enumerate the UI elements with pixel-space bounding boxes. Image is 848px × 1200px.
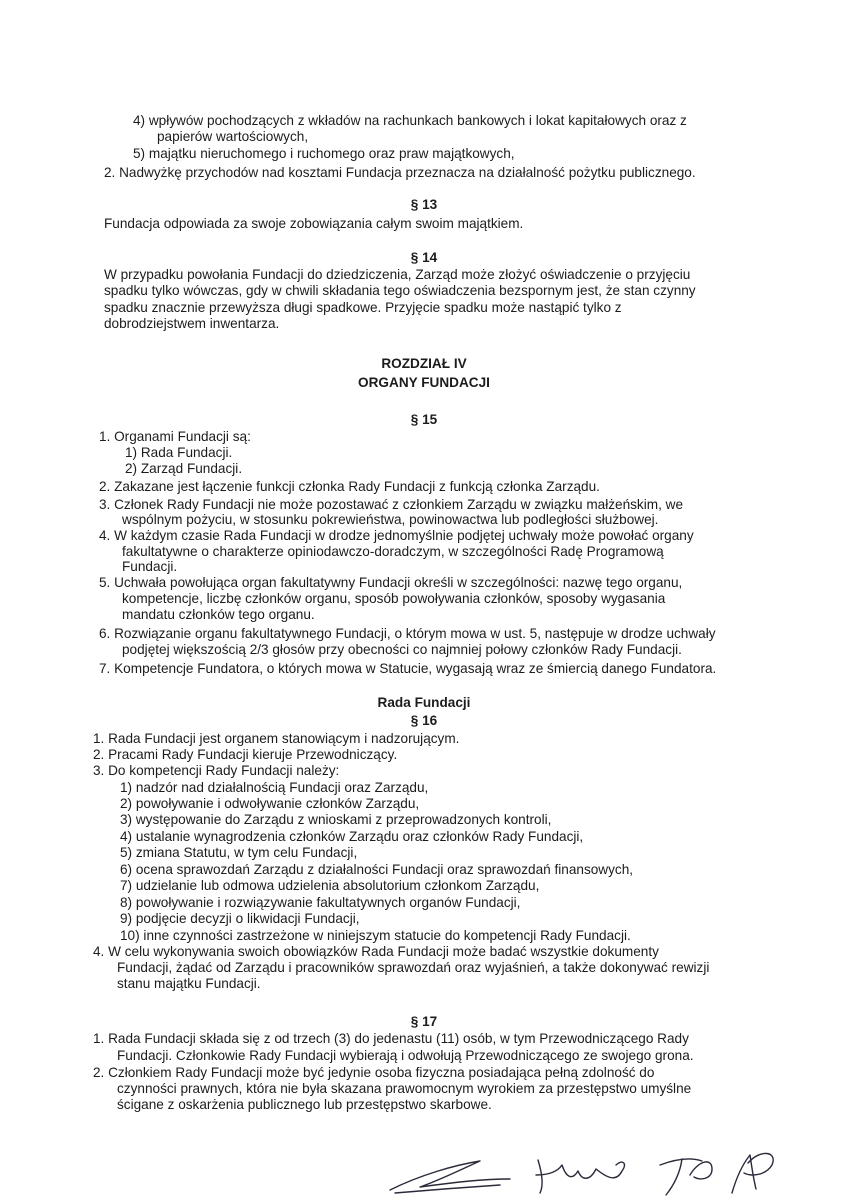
list-item: 4) wpływów pochodzących z wkładów na rachunkach bankowych i lokat kapitałowych oraz z xyxy=(133,113,687,128)
list-item: 1. Rada Fundacji jest organem stanowiącym i nadzorującym. xyxy=(93,731,460,746)
list-item: stanu majątku Fundacji. xyxy=(117,976,261,991)
list-item: 9) podjęcie decyzji o likwidacji Fundacji, xyxy=(120,911,360,926)
list-item: Fundacji, żądać od Zarządu i pracowników sprawozdań oraz wyjaśnień, a także dokonywać rewizji xyxy=(117,960,710,975)
list-item: 4. W celu wykonywania swoich obowiązków Rada Fundacji może badać wszystkie dokumenty xyxy=(93,944,659,959)
paragraph-line: spadku tylko wówczas, gdy w chwili składania tego oświadczenia bezspornym jest, że stan czynny xyxy=(104,283,696,298)
section-heading: § 15 xyxy=(410,412,438,427)
list-item: ścigane z oskarżenia publicznego lub przestępstwo skarbowe. xyxy=(117,1097,492,1112)
list-item: wspólnym pożyciu, w stosunku pokrewieństwa, powinowactwa lub podległości służbowej. xyxy=(122,512,659,527)
list-item: czynności prawnych, która nie była skazana prawomocnym wyrokiem za przestępstwo umyślne xyxy=(117,1081,692,1096)
section-heading: § 17 xyxy=(410,1014,438,1029)
list-item: kompetencje, liczbę członków organu, sposób powoływania członków, sposoby wygasania xyxy=(122,591,666,606)
list-item: 7) udzielanie lub odmowa udzielenia absolutorium członkom Zarządu, xyxy=(120,878,540,893)
section-heading: § 14 xyxy=(410,250,438,265)
list-item: 7. Kompetencje Fundatora, o których mowa w Statucie, wygasają wraz ze śmiercią danego Fundatora. xyxy=(99,661,717,676)
chapter-heading: ROZDZIAŁ IV xyxy=(381,356,467,371)
list-item: 8) powoływanie i rozwiązywanie fakultatywnych organów Fundacji, xyxy=(120,895,521,910)
list-item: 1. Rada Fundacji składa się z od trzech (3) do jedenastu (11) osób, w tym Przewodniczącego Rady xyxy=(93,1031,689,1046)
list-item: 1. Organami Fundacji są: xyxy=(99,429,251,444)
handwritten-signatures xyxy=(360,1135,800,1200)
section-heading: § 16 xyxy=(410,713,438,728)
subsection-heading: Rada Fundacji xyxy=(377,695,471,710)
list-item: 6) ocena sprawozdań Zarządu z działalności Fundacji oraz sprawozdań finansowych, xyxy=(120,862,634,877)
list-item: podjętej większością 2/3 głosów przy obecności co najmniej połowy członków Rady Fundacji. xyxy=(122,642,682,657)
list-item: 2. Zakazane jest łączenie funkcji członka Rady Fundacji z funkcją członka Zarządu. xyxy=(99,479,600,494)
list-item: 5) zmiana Statutu, w tym celu Fundacji, xyxy=(120,845,358,860)
list-item: 4) ustalanie wynagrodzenia członków Zarządu oraz członków Rady Fundacji, xyxy=(120,829,584,844)
paragraph-line: spadku znacznie przewyższa długi spadkowe. Przyjęcie spadku może nastąpić tylko z xyxy=(104,300,622,315)
list-item: 6. Rozwiązanie organu fakultatywnego Fundacji, o którym mowa w ust. 5, następuje w drodze uchwały xyxy=(99,626,716,641)
list-item: 3) występowanie do Zarządu z wnioskami z przeprowadzonych kontroli, xyxy=(120,812,552,827)
list-item: Fundacji. xyxy=(122,559,178,574)
list-item: 2. Nadwyżkę przychodów nad kosztami Fundacja przeznacza na działalność pożytku publicznego. xyxy=(104,165,696,180)
paragraph-line: Fundacja odpowiada za swoje zobowiązania całym swoim majątkiem. xyxy=(104,216,524,231)
list-item: fakultatywne o charakterze opiniodawczo-doradczym, w szczególności Radę Programową xyxy=(122,544,664,559)
list-item: 5) majątku nieruchomego i ruchomego oraz praw majątkowych, xyxy=(133,146,515,161)
list-item: mandatu członków tego organu. xyxy=(122,607,315,622)
list-item: 2. Pracami Rady Fundacji kieruje Przewodniczący. xyxy=(93,747,398,762)
chapter-title: ORGANY FUNDACJI xyxy=(358,375,490,390)
list-item: 2. Członkiem Rady Fundacji może być jedynie osoba fizyczna posiadająca pełną zdolność do xyxy=(93,1065,655,1080)
list-item: 4. W każdym czasie Rada Fundacji w drodze jednomyślnie podjętej uchwały może powołać organy xyxy=(99,528,694,543)
list-item: Fundacji. Członkowie Rady Fundacji wybierają i odwołują Przewodniczącego ze swojego grona. xyxy=(117,1048,694,1063)
list-item: 2) Zarząd Fundacji. xyxy=(125,461,243,476)
list-item: 3. Do kompetencji Rady Fundacji należy: xyxy=(93,763,340,778)
paragraph-line: W przypadku powołania Fundacji do dziedziczenia, Zarząd może złożyć oświadczenie o przyjęciu xyxy=(104,267,691,282)
list-item: 1) Rada Fundacji. xyxy=(125,445,233,460)
paragraph-line: dobrodziejstwem inwentarza. xyxy=(104,316,280,331)
list-item: 2) powoływanie i odwoływanie członków Zarządu, xyxy=(120,796,420,811)
list-item: 3. Członek Rady Fundacji nie może pozostawać z członkiem Zarządu w związku małżeńskim, we xyxy=(99,497,684,512)
list-item: papierów wartościowych, xyxy=(157,129,309,144)
section-heading: § 13 xyxy=(410,197,438,212)
list-item: 1) nadzór nad działalnością Fundacji oraz Zarządu, xyxy=(120,780,429,795)
list-item: 10) inne czynności zastrzeżone w niniejszym statucie do kompetencji Rady Fundacji. xyxy=(120,928,631,943)
list-item: 5. Uchwała powołująca organ fakultatywny Fundacji określi w szczególności: nazwę tego organu, xyxy=(99,575,683,590)
